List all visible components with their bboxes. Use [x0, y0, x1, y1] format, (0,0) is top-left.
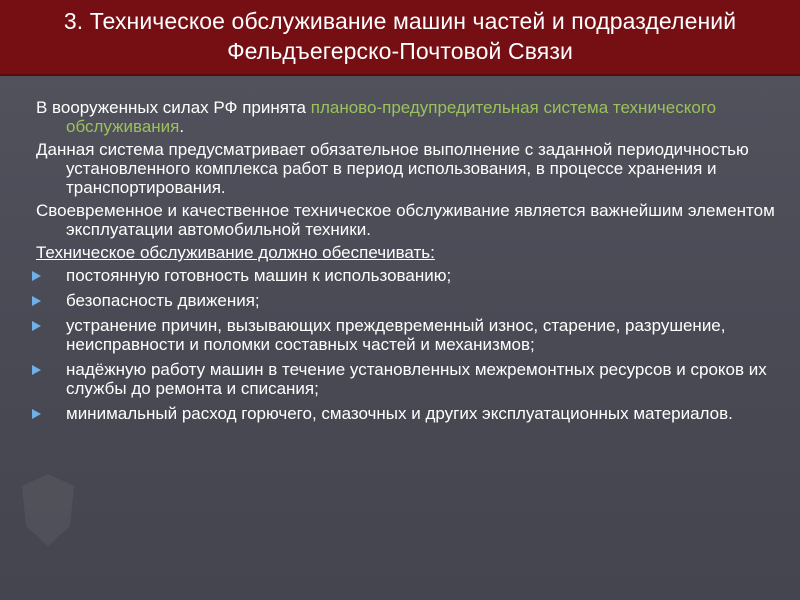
highlighted-term: планово-предупредительная система технического обслуживания: [66, 98, 717, 136]
list-item: [36, 291, 776, 310]
list-item-text: надёжную работу машин в течение установленных межремонтных ресурсов и сроков их службы до ремонта и списания;: [66, 360, 767, 398]
paragraph-periodicity: Данная система предусматривает обязательное выполнение с заданной периодичностью установленного комплекса работ в период использования, в процессе хранения и транспортирования.: [36, 140, 749, 197]
paragraph-system-end: .: [179, 117, 185, 136]
list-item: [36, 404, 776, 423]
paragraph-system: [36, 98, 776, 136]
paragraph-importance: Своевременное и качественное техническое обслуживание является важнейшим элементом эксплуатации автомобильной техники.: [36, 201, 775, 239]
slide-content: [36, 98, 776, 429]
background-emblem: [16, 470, 80, 550]
paragraph-system-intro: В вооруженных силах РФ принята: [36, 98, 311, 117]
list-item: [36, 266, 776, 285]
list-heading: Техническое обслуживание должно обеспечивать:: [36, 243, 435, 262]
triangle-right-icon: [32, 296, 41, 306]
list-item-text: устранение причин, вызывающих преждевременный износ, старение, разрушение, неисправности и поломки составных частей и механизмов;: [66, 316, 726, 354]
list-item-text: постоянную готовность машин к использованию;: [66, 266, 452, 285]
triangle-right-icon: [32, 365, 41, 375]
list-item-text: безопасность движения;: [66, 291, 260, 310]
title-bar: [0, 0, 800, 76]
list-item-text: минимальный расход горючего, смазочных и других эксплуатационных материалов.: [66, 404, 733, 423]
triangle-right-icon: [32, 271, 41, 281]
list-item: [36, 316, 776, 354]
triangle-right-icon: [32, 409, 41, 419]
triangle-right-icon: [32, 321, 41, 331]
page-title-line-2: Фельдъегерско-Почтовой Связи: [227, 38, 573, 64]
list-item: [36, 360, 776, 398]
page-title-line-1: 3. Техническое обслуживание машин частей и подразделений: [63, 8, 737, 34]
